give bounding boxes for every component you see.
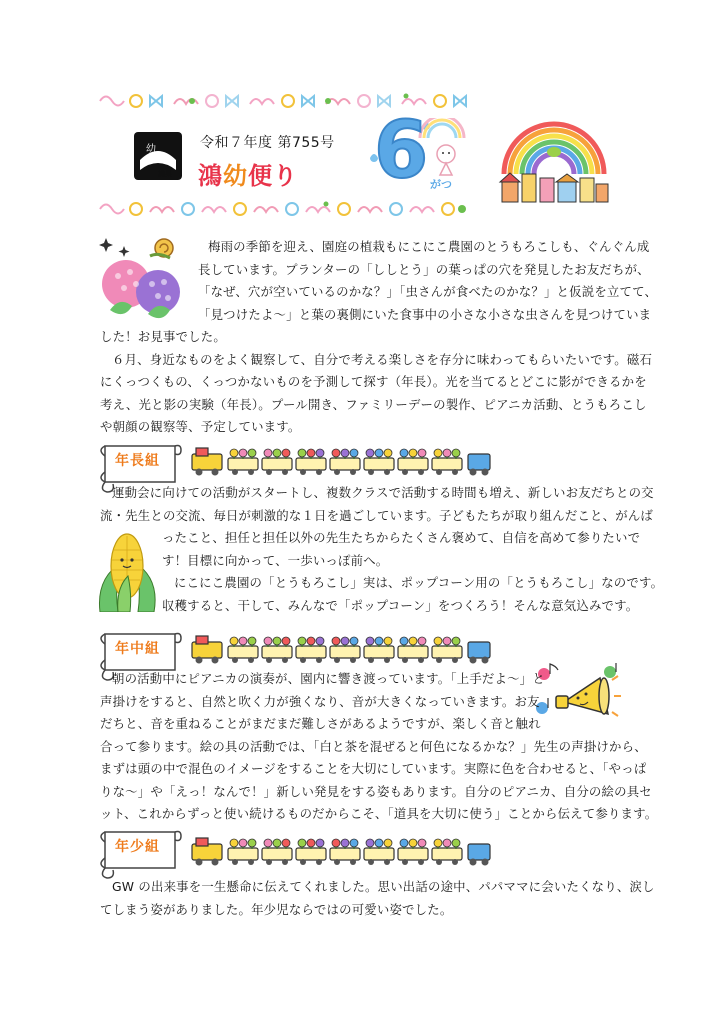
- intro-line: 「見つけたよ～」と葉の裏側にいた食事中の小さな小さな虫さんを見つけていま: [198, 306, 652, 322]
- section-title: 年中組: [115, 641, 160, 657]
- svg-text:鴻巣: 鴻巣: [158, 170, 172, 178]
- train-tail: [468, 844, 490, 866]
- train-car: [228, 839, 258, 865]
- section-text-nencho: [100, 482, 664, 617]
- intro-line: にくっつくもの、くっつかないものを予測して探す（年長）。光を当てるとどこに影ができるかを: [100, 374, 647, 389]
- intro-line: 長しています。プランターの「ししとう」の葉っぱの穴を発見したお友だちが、: [198, 261, 650, 277]
- svg-text:幼: 幼: [146, 144, 156, 155]
- title-part-1: 鴻: [198, 162, 223, 190]
- corn-icon: [94, 528, 160, 612]
- section-line: まずは頭の中で混色のイメージをすることを大切にしています。実際に色を合わせると、「やっぱ: [100, 761, 647, 776]
- train-car: [296, 839, 326, 865]
- section-title: 年少組: [115, 839, 160, 855]
- section-line: 収穫すると、干して、みんなで「ポップコーン」をつくろう！そんな意気込みです。: [162, 597, 639, 613]
- train-car: [398, 637, 428, 663]
- intro-text: [100, 236, 658, 439]
- train-locomotive: [192, 448, 222, 476]
- month-suffix: がつ: [430, 178, 452, 191]
- bottom-decorative-border: [96, 198, 476, 220]
- train-car: [364, 637, 394, 663]
- section-text-nenchu: [100, 668, 658, 826]
- train-car: [330, 637, 360, 663]
- train-decoration-icon: [188, 444, 494, 476]
- train-car: [330, 449, 360, 475]
- train-car: [262, 449, 292, 475]
- rainbow-town-icon: [498, 112, 610, 204]
- newsletter-title: [198, 156, 298, 191]
- intro-line: や朝顔の観察等、予定しています。: [100, 419, 301, 434]
- train-decoration-icon: [188, 834, 494, 866]
- train-car: [296, 449, 326, 475]
- section-line: てしまう姿がありました。年少児ならではの可愛い姿でした。: [100, 901, 453, 917]
- train-locomotive: [192, 838, 222, 866]
- train-tail: [468, 642, 490, 664]
- section-line: 流・先生との交流、毎日が刺激的な１日を過ごしています。子どもたちが取り組んだこと、がんば: [100, 507, 653, 523]
- section-line: 運動会に向けての活動がスタートし、複数クラスで活動する時間も増え、新しいお友だちとの交: [112, 485, 654, 500]
- section-line: だちと、音を重ねることがまだまだ難しさがあるようですが、楽しく音と触れ: [100, 716, 541, 731]
- intro-line: 「なぜ、穴が空いているのかな？」｢虫さんが食べたのかな？」と仮説を立てて、: [198, 284, 658, 299]
- section-line: 朝の活動中にピアニカの演奏が、園内に響き渡っています。｢上手だよ～」と: [112, 671, 545, 686]
- section-line: ったこと、担任と担任以外の先生たちからたくさん褒めて、自信を高めて参りたいで: [162, 530, 641, 545]
- section-line: ット、これからずっと使い続けるものだからこそ、｢道具を大切に使う」ことから伝えて参ります。: [100, 806, 658, 821]
- train-car: [364, 449, 394, 475]
- month-number: 6: [374, 106, 429, 196]
- section-line: す！目標に向かって、一歩いっぽ前へ。: [162, 552, 389, 568]
- issue-number: 令和７年度 第755号: [200, 135, 335, 151]
- title-part-2: 幼: [223, 162, 248, 190]
- train-car: [432, 449, 462, 475]
- train-car: [364, 839, 394, 865]
- section-text-nensho: [100, 876, 655, 921]
- section-line: GW の出来事を一生懸命に伝えてくれました。思い出話の途中、パパママに会いたくなり、涙し: [112, 879, 655, 894]
- section-tag-nensho: [95, 824, 185, 880]
- intro-line: 梅雨の季節を迎え、園庭の植栽もにこにこ農園のとうもろこしも、ぐんぐん成: [208, 239, 650, 254]
- section-line: りな～」や「えっ！なんで！」新しい発見をする姿もあります。自分のピアニカ、自分の絵の具セ: [100, 783, 652, 799]
- train-tail: [468, 454, 490, 476]
- intro-line: した！お見事でした。: [100, 329, 226, 344]
- train-car: [432, 839, 462, 865]
- train-locomotive: [192, 636, 222, 664]
- train-car: [228, 637, 258, 663]
- train-car: [330, 839, 360, 865]
- train-car: [228, 449, 258, 475]
- intro-line: ６月、身近なものをよく観察して、自分で考える楽しさを存分に味わってもらいたいです。磁石: [112, 351, 653, 367]
- train-car: [398, 839, 428, 865]
- train-car: [296, 637, 326, 663]
- section-line: 声掛けをすると、自然と吹く力が強くなり、音が大きくなっていきます。お友: [100, 693, 540, 709]
- intro-line: 考え、光と影の実験（年長）。プール開き、ファミリーデーの製作、ピアニカ活動、とうもろこし: [100, 396, 647, 412]
- title-part-3: 便り: [248, 162, 298, 190]
- train-car: [432, 637, 462, 663]
- train-car: [398, 449, 428, 475]
- section-title: 年長組: [115, 453, 160, 469]
- month-badge: [362, 106, 468, 198]
- train-car: [262, 839, 292, 865]
- kindergarten-logo-icon: [132, 130, 184, 182]
- train-car: [262, 637, 292, 663]
- section-line: 合って参ります。絵の具の活動では、「白と茶を混ぜると何色になるかな？」先生の声掛けから、: [100, 738, 647, 754]
- train-decoration-icon: [188, 632, 494, 664]
- section-line: にこにこ農園の「とうもろこし」実は、ポップコーン用の「とうもろこし」なのです。: [174, 575, 664, 590]
